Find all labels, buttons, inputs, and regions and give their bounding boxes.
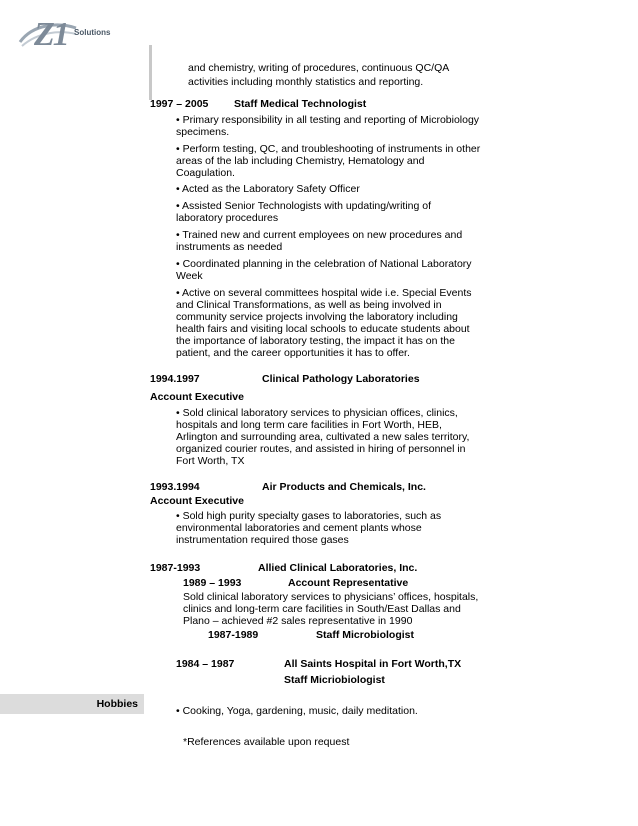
- text-line: the importance of laboratory testing, the impact it has on the: [176, 335, 455, 347]
- logo-wordmark: Solutions: [74, 28, 111, 37]
- text-line: and chemistry, writing of procedures, continuous QC/QA: [188, 62, 450, 74]
- text-line: laboratory procedures: [176, 212, 279, 224]
- job-title: Account Executive: [150, 391, 244, 403]
- text-line: Coagulation.: [176, 167, 235, 179]
- text-line: patient, and the career opportunities it has to offer.: [176, 347, 410, 359]
- job-title: Staff Medical Technologist: [234, 98, 367, 110]
- text-line: • Trained new and current employees on new procedures and: [176, 229, 463, 241]
- text-line: community service projects involving the laboratory including: [176, 311, 458, 323]
- text-line: Arlington and surrounding area, cultivated a new sales territory,: [176, 431, 470, 443]
- employer: All Saints Hospital in Fort Worth,TX: [284, 658, 462, 670]
- employer: Clinical Pathology Laboratories: [262, 373, 420, 385]
- job-dates: 1987-1993: [150, 562, 201, 574]
- text-line: • Sold high purity specialty gases to laboratories, such as: [176, 510, 442, 522]
- text-line: • Perform testing, QC, and troubleshooting of instruments in other: [176, 143, 481, 155]
- references-note: *References available upon request: [183, 736, 350, 748]
- job-dates: 1987-1989: [208, 629, 259, 641]
- employer: Air Products and Chemicals, Inc.: [262, 481, 426, 493]
- text-line: Week: [176, 270, 203, 282]
- job-title: Staff Microbiologist: [316, 629, 414, 641]
- text-line: areas of the lab including Chemistry, Hematology and: [176, 155, 425, 167]
- job-title: Account Executive: [150, 495, 244, 507]
- text-line: hospitals and long term care facilities in Fort Worth, HEB,: [176, 419, 442, 431]
- text-line: • Primary responsibility in all testing and reporting of Microbiology: [176, 114, 480, 126]
- text-line: specimens.: [176, 126, 230, 138]
- text-line: Plano – achieved #2 sales representative in 1990: [183, 615, 413, 627]
- text-line: environmental laboratories and cement plants whose: [176, 522, 422, 534]
- text-line: • Assisted Senior Technologists with updating/writing of: [176, 200, 432, 212]
- job-dates: 1984 – 1987: [176, 658, 235, 670]
- margin-bar: [149, 45, 152, 100]
- job-dates: 1989 – 1993: [183, 577, 242, 589]
- text-line: Sold clinical laboratory services to physicians’ offices, hospitals,: [183, 591, 479, 603]
- employer: Allied Clinical Laboratories, Inc.: [258, 562, 418, 574]
- text-line: organized courier routes, and assisted in hiring of personnel in: [176, 443, 466, 455]
- hobbies-heading: Hobbies: [96, 698, 138, 710]
- job-dates: 1997 – 2005: [150, 98, 209, 110]
- text-line: instrumentation required those gases: [176, 534, 349, 546]
- text-line: activities including monthly statistics and reporting.: [188, 76, 424, 88]
- text-line: health fairs and visiting local schools to educate students about: [176, 323, 470, 335]
- hobbies-section-bar: [0, 694, 144, 714]
- job-title: Staff Micriobiologist: [284, 674, 385, 686]
- text-line: • Active on several committees hospital wide i.e. Special Events: [176, 287, 472, 299]
- job-dates: 1994.1997: [150, 373, 200, 385]
- text-line: • Sold clinical laboratory services to physician offices, clinics,: [176, 407, 458, 419]
- text-line: Fort Worth, TX: [176, 455, 245, 467]
- text-line: and Clinical Transformations, as well as being involved in: [176, 299, 442, 311]
- hobbies-text: • Cooking, Yoga, gardening, music, daily meditation.: [176, 705, 418, 717]
- job-dates: 1993.1994: [150, 481, 200, 493]
- company-logo: [12, 14, 132, 54]
- text-line: clinics and long-term care facilities in South/East Dallas and: [183, 603, 461, 615]
- job-title: Account Representative: [288, 577, 409, 589]
- text-line: instruments as needed: [176, 241, 283, 253]
- text-line: • Acted as the Laboratory Safety Officer: [176, 183, 360, 195]
- logo-mark: Z1: [34, 16, 68, 53]
- text-line: • Coordinated planning in the celebration of National Laboratory: [176, 258, 472, 270]
